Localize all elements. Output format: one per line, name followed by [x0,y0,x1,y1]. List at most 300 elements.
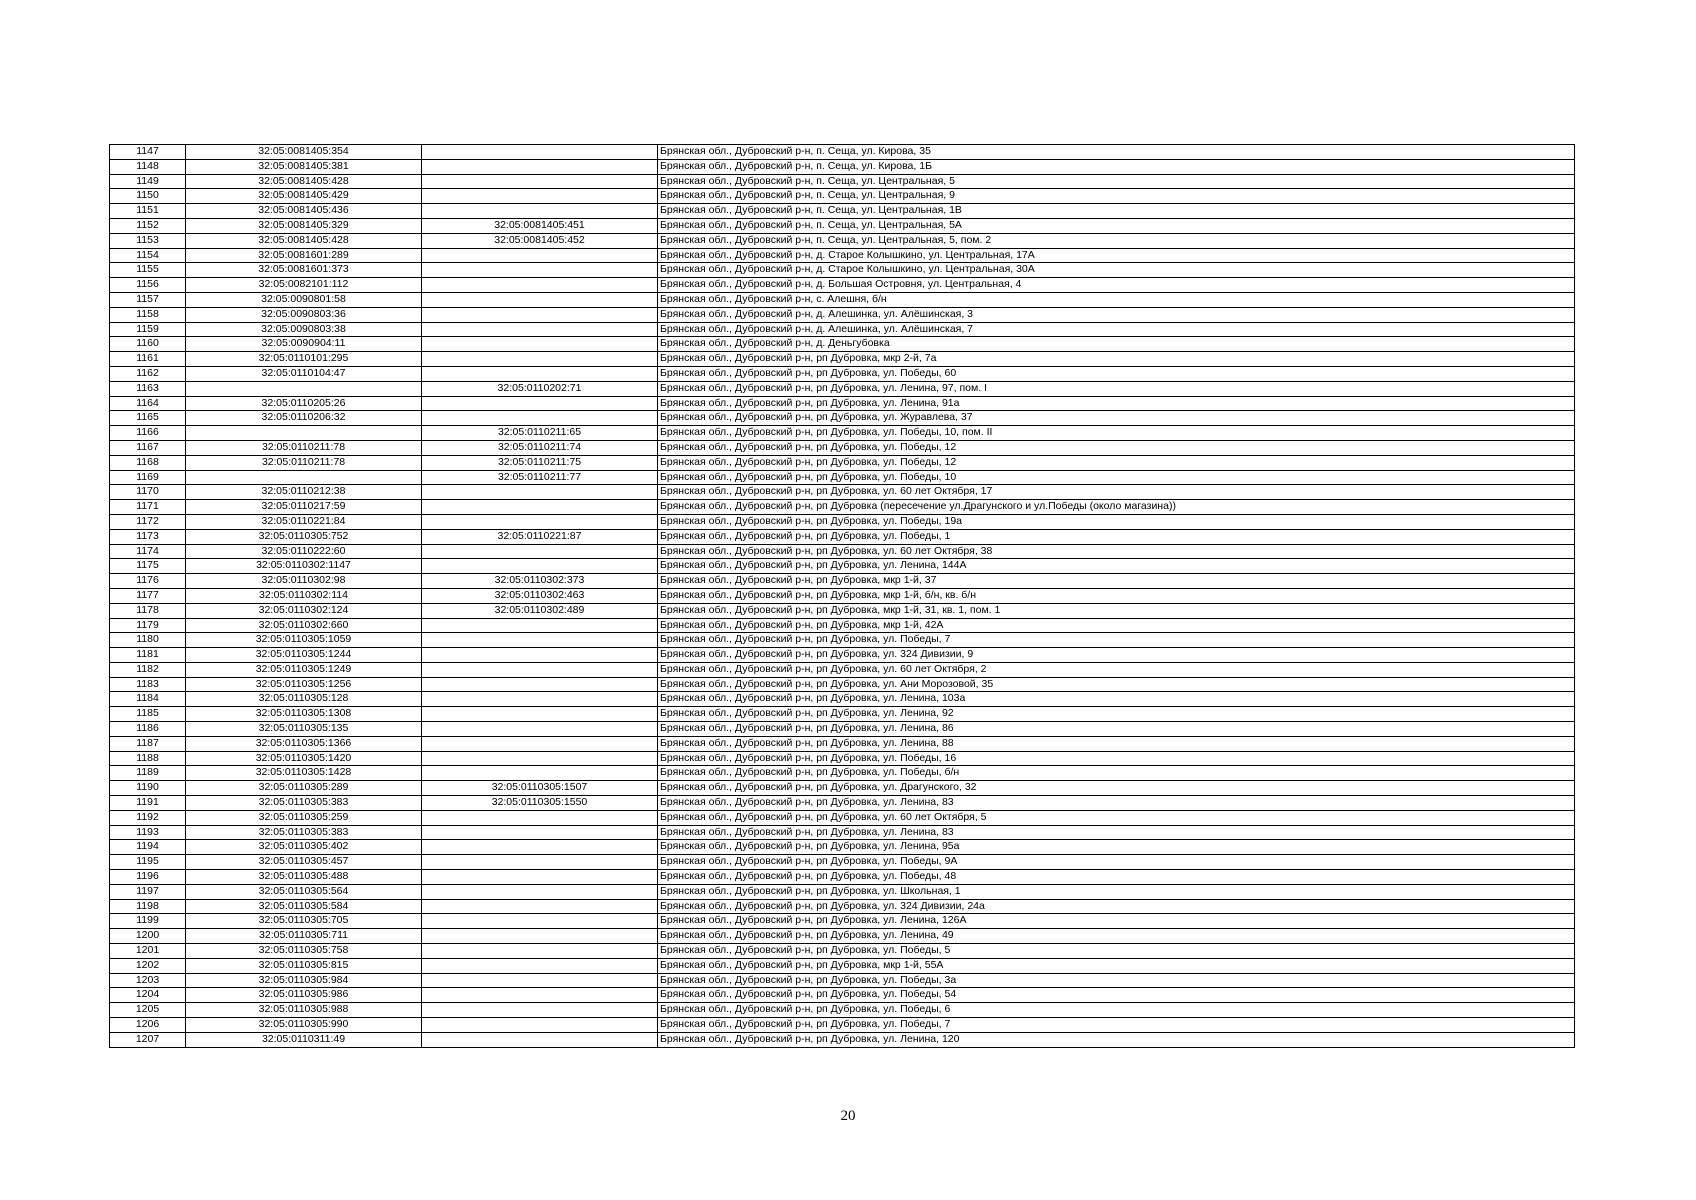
row-number-cell: 1152 [110,218,186,233]
address-cell: Брянская обл., Дубровский р-н, рп Дубровка, ул. Ленина, 88 [658,736,1575,751]
table-row [110,1003,1575,1018]
table-row [110,588,1575,603]
address-cell: Брянская обл., Дубровский р-н, рп Дубровка, ул. Журавлева, 37 [658,411,1575,426]
related-cadastral-number-cell [422,307,658,322]
related-cadastral-number-cell [422,810,658,825]
table-row [110,485,1575,500]
cadastral-number-cell [186,381,422,396]
cadastral-number-cell: 32:05:0110305:752 [186,529,422,544]
table-row [110,736,1575,751]
table-row [110,263,1575,278]
related-cadastral-number-cell [422,648,658,663]
table-row [110,603,1575,618]
table-row [110,722,1575,737]
related-cadastral-number-cell: 32:05:0081405:452 [422,233,658,248]
row-number-cell: 1153 [110,233,186,248]
related-cadastral-number-cell [422,855,658,870]
row-number-cell: 1193 [110,825,186,840]
address-cell: Брянская обл., Дубровский р-н, рп Дубровка, ул. Победы, 7 [658,633,1575,648]
address-cell: Брянская обл., Дубровский р-н, рп Дубровка, ул. Ленина, 120 [658,1032,1575,1047]
related-cadastral-number-cell: 32:05:0081405:451 [422,218,658,233]
table-row [110,218,1575,233]
cadastral-number-cell: 32:05:0090803:38 [186,322,422,337]
address-cell: Брянская обл., Дубровский р-н, рп Дубровка, ул. Победы, 16 [658,751,1575,766]
related-cadastral-number-cell [422,396,658,411]
address-cell: Брянская обл., Дубровский р-н, рп Дубровка, ул. Ленина, 86 [658,722,1575,737]
table-row [110,470,1575,485]
cadastral-number-cell: 32:05:0081405:429 [186,189,422,204]
row-number-cell: 1159 [110,322,186,337]
related-cadastral-number-cell [422,662,658,677]
row-number-cell: 1200 [110,929,186,944]
related-cadastral-number-cell [422,692,658,707]
table-row [110,352,1575,367]
cadastral-number-cell: 32:05:0110305:711 [186,929,422,944]
table-row [110,692,1575,707]
address-cell: Брянская обл., Дубровский р-н, рп Дубровка, ул. 324 Дивизии, 24а [658,899,1575,914]
cadastral-number-cell: 32:05:0110305:758 [186,944,422,959]
table-row [110,440,1575,455]
cadastral-number-cell: 32:05:0081405:428 [186,174,422,189]
table-row [110,766,1575,781]
row-number-cell: 1185 [110,707,186,722]
cadastral-number-cell: 32:05:0090801:58 [186,292,422,307]
related-cadastral-number-cell [422,544,658,559]
related-cadastral-number-cell [422,145,658,160]
address-cell: Брянская обл., Дубровский р-н, п. Сеща, ул. Центральная, 1В [658,204,1575,219]
address-cell: Брянская обл., Дубровский р-н, рп Дубровка (пересечение ул.Драгунского и ул.Победы (около магазина)) [658,500,1575,515]
table-row [110,633,1575,648]
address-cell: Брянская обл., Дубровский р-н, п. Сеща, ул. Кирова, 35 [658,145,1575,160]
address-cell: Брянская обл., Дубровский р-н, рп Дубровка, ул. Школьная, 1 [658,884,1575,899]
address-cell: Брянская обл., Дубровский р-н, рп Дубровка, ул. Ани Морозовой, 35 [658,677,1575,692]
address-cell: Брянская обл., Дубровский р-н, п. Сеща, ул. Центральная, 5 [658,174,1575,189]
address-cell: Брянская обл., Дубровский р-н, рп Дубровка, мкр 2-й, 7а [658,352,1575,367]
cadastral-number-cell: 32:05:0110305:564 [186,884,422,899]
row-number-cell: 1206 [110,1018,186,1033]
row-number-cell: 1175 [110,559,186,574]
address-cell: Брянская обл., Дубровский р-н, д. Алешинка, ул. Алёшинская, 7 [658,322,1575,337]
address-cell: Брянская обл., Дубровский р-н, рп Дубровка, ул. 60 лет Октября, 2 [658,662,1575,677]
cadastral-number-cell: 32:05:0110305:488 [186,870,422,885]
cadastral-number-cell: 32:05:0110222:60 [186,544,422,559]
row-number-cell: 1148 [110,159,186,174]
table-row [110,988,1575,1003]
row-number-cell: 1155 [110,263,186,278]
row-number-cell: 1172 [110,514,186,529]
related-cadastral-number-cell [422,366,658,381]
row-number-cell: 1196 [110,870,186,885]
related-cadastral-number-cell [422,618,658,633]
address-cell: Брянская обл., Дубровский р-н, рп Дубровка, ул. Победы, 48 [658,870,1575,885]
related-cadastral-number-cell [422,722,658,737]
table-row [110,870,1575,885]
row-number-cell: 1174 [110,544,186,559]
address-cell: Брянская обл., Дубровский р-н, рп Дубровка, ул. 324 Дивизии, 9 [658,648,1575,663]
table-row [110,855,1575,870]
row-number-cell: 1171 [110,500,186,515]
row-number-cell: 1195 [110,855,186,870]
related-cadastral-number-cell [422,292,658,307]
row-number-cell: 1192 [110,810,186,825]
related-cadastral-number-cell [422,174,658,189]
address-cell: Брянская обл., Дубровский р-н, рп Дубровка, ул. Ленина, 92 [658,707,1575,722]
cadastral-number-cell: 32:05:0110305:984 [186,973,422,988]
table-row [110,559,1575,574]
address-cell: Брянская обл., Дубровский р-н, д. Алешинка, ул. Алёшинская, 3 [658,307,1575,322]
cadastral-number-cell [186,426,422,441]
address-cell: Брянская обл., Дубровский р-н, рп Дубровка, мкр 1-й, 37 [658,574,1575,589]
related-cadastral-number-cell [422,411,658,426]
table-row [110,159,1575,174]
row-number-cell: 1179 [110,618,186,633]
address-cell: Брянская обл., Дубровский р-н, д. Деньгубовка [658,337,1575,352]
related-cadastral-number-cell [422,1003,658,1018]
related-cadastral-number-cell [422,559,658,574]
row-number-cell: 1186 [110,722,186,737]
related-cadastral-number-cell [422,884,658,899]
address-cell: Брянская обл., Дубровский р-н, рп Дубровка, ул. Ленина, 97, пом. I [658,381,1575,396]
table-row [110,810,1575,825]
row-number-cell: 1187 [110,736,186,751]
cadastral-number-cell: 32:05:0110302:660 [186,618,422,633]
row-number-cell: 1181 [110,648,186,663]
table-row [110,145,1575,160]
related-cadastral-number-cell [422,352,658,367]
address-cell: Брянская обл., Дубровский р-н, рп Дубровка, ул. Победы, 6 [658,1003,1575,1018]
cadastral-number-cell: 32:05:0110305:128 [186,692,422,707]
table-row [110,662,1575,677]
row-number-cell: 1156 [110,278,186,293]
table-row [110,307,1575,322]
cadastral-number-cell: 32:05:0110305:584 [186,899,422,914]
table-row [110,544,1575,559]
cadastral-number-cell: 32:05:0110205:26 [186,396,422,411]
related-cadastral-number-cell [422,840,658,855]
cadastral-number-cell: 32:05:0110305:1059 [186,633,422,648]
cadastral-number-cell: 32:05:0110104:47 [186,366,422,381]
address-cell: Брянская обл., Дубровский р-н, рп Дубровка, ул. Победы, 3а [658,973,1575,988]
address-cell: Брянская обл., Дубровский р-н, рп Дубровка, ул. Ленина, 126А [658,914,1575,929]
related-cadastral-number-cell: 32:05:0110305:1507 [422,781,658,796]
address-cell: Брянская обл., Дубровский р-н, рп Дубровка, мкр 1-й, 55А [658,958,1575,973]
related-cadastral-number-cell [422,189,658,204]
cadastral-number-cell: 32:05:0110305:986 [186,988,422,1003]
related-cadastral-number-cell: 32:05:0110305:1550 [422,796,658,811]
cadastral-number-cell: 32:05:0110305:289 [186,781,422,796]
related-cadastral-number-cell: 32:05:0110221:87 [422,529,658,544]
related-cadastral-number-cell [422,870,658,885]
cadastral-number-cell: 32:05:0110206:32 [186,411,422,426]
address-cell: Брянская обл., Дубровский р-н, рп Дубровка, ул. 60 лет Октября, 5 [658,810,1575,825]
address-cell: Брянская обл., Дубровский р-н, рп Дубровка, ул. Драгунского, 32 [658,781,1575,796]
row-number-cell: 1164 [110,396,186,411]
address-cell: Брянская обл., Дубровский р-н, п. Сеща, ул. Центральная, 5А [658,218,1575,233]
table-row [110,514,1575,529]
address-cell: Брянская обл., Дубровский р-н, рп Дубровка, ул. Ленина, 83 [658,796,1575,811]
cadastral-number-cell: 32:05:0110217:59 [186,500,422,515]
row-number-cell: 1189 [110,766,186,781]
cadastral-number-cell: 32:05:0110211:78 [186,440,422,455]
related-cadastral-number-cell: 32:05:0110211:75 [422,455,658,470]
table-row [110,929,1575,944]
cadastral-number-cell: 32:05:0110305:402 [186,840,422,855]
table-row [110,958,1575,973]
related-cadastral-number-cell [422,988,658,1003]
table-row [110,618,1575,633]
table-row [110,233,1575,248]
row-number-cell: 1204 [110,988,186,1003]
address-cell: Брянская обл., Дубровский р-н, рп Дубровка, ул. Ленина, 49 [658,929,1575,944]
address-cell: Брянская обл., Дубровский р-н, рп Дубровка, ул. Ленина, 144А [658,559,1575,574]
cadastral-number-cell: 32:05:0110302:124 [186,603,422,618]
related-cadastral-number-cell [422,736,658,751]
cadastral-number-cell: 32:05:0110305:705 [186,914,422,929]
cadastral-number-cell: 32:05:0110305:990 [186,1018,422,1033]
cadastral-number-cell: 32:05:0081601:289 [186,248,422,263]
table-row [110,1032,1575,1047]
cadastral-number-cell: 32:05:0081601:373 [186,263,422,278]
row-number-cell: 1167 [110,440,186,455]
table-row [110,455,1575,470]
address-cell: Брянская обл., Дубровский р-н, с. Алешня, б/н [658,292,1575,307]
address-cell: Брянская обл., Дубровский р-н, рп Дубровка, ул. Ленина, 91а [658,396,1575,411]
table-row [110,796,1575,811]
table-row [110,174,1575,189]
address-cell: Брянская обл., Дубровский р-н, рп Дубровка, мкр 1-й, б/н, кв. б/н [658,588,1575,603]
related-cadastral-number-cell [422,914,658,929]
address-cell: Брянская обл., Дубровский р-н, д. Большая Островня, ул. Центральная, 4 [658,278,1575,293]
address-cell: Брянская обл., Дубровский р-н, рп Дубровка, ул. Победы, б/н [658,766,1575,781]
row-number-cell: 1178 [110,603,186,618]
cadastral-number-cell: 32:05:0110305:1249 [186,662,422,677]
row-number-cell: 1169 [110,470,186,485]
address-cell: Брянская обл., Дубровский р-н, рп Дубровка, мкр 1-й, 31, кв. 1, пом. 1 [658,603,1575,618]
cadastral-number-cell: 32:05:0090803:36 [186,307,422,322]
cadastral-number-cell: 32:05:0110101:295 [186,352,422,367]
address-cell: Брянская обл., Дубровский р-н, п. Сеща, ул. Центральная, 9 [658,189,1575,204]
address-cell: Брянская обл., Дубровский р-н, рп Дубровка, ул. Победы, 12 [658,440,1575,455]
row-number-cell: 1194 [110,840,186,855]
row-number-cell: 1161 [110,352,186,367]
table-row [110,781,1575,796]
row-number-cell: 1157 [110,292,186,307]
address-cell: Брянская обл., Дубровский р-н, рп Дубровка, мкр 1-й, 42А [658,618,1575,633]
cadastral-number-cell: 32:05:0081405:354 [186,145,422,160]
table-row [110,707,1575,722]
table-row [110,426,1575,441]
cadastral-number-cell: 32:05:0110305:383 [186,796,422,811]
related-cadastral-number-cell [422,899,658,914]
row-number-cell: 1202 [110,958,186,973]
related-cadastral-number-cell [422,1018,658,1033]
address-cell: Брянская обл., Дубровский р-н, рп Дубровка, ул. Победы, 7 [658,1018,1575,1033]
address-cell: Брянская обл., Дубровский р-н, рп Дубровка, ул. Победы, 10 [658,470,1575,485]
related-cadastral-number-cell: 32:05:0110211:65 [422,426,658,441]
related-cadastral-number-cell [422,633,658,648]
registry-table-body [110,145,1575,1048]
cadastral-number-cell: 32:05:0110302:1147 [186,559,422,574]
cadastral-number-cell: 32:05:0110305:1366 [186,736,422,751]
related-cadastral-number-cell [422,929,658,944]
table-row [110,677,1575,692]
row-number-cell: 1162 [110,366,186,381]
row-number-cell: 1170 [110,485,186,500]
cadastral-number-cell: 32:05:0110305:1420 [186,751,422,766]
cadastral-number-cell: 32:05:0081405:436 [186,204,422,219]
address-cell: Брянская обл., Дубровский р-н, рп Дубровка, ул. Победы, 9А [658,855,1575,870]
row-number-cell: 1205 [110,1003,186,1018]
cadastral-number-cell: 32:05:0110305:383 [186,825,422,840]
address-cell: Брянская обл., Дубровский р-н, рп Дубровка, ул. Ленина, 83 [658,825,1575,840]
table-row [110,278,1575,293]
related-cadastral-number-cell: 32:05:0110211:77 [422,470,658,485]
cadastral-number-cell: 32:05:0110302:98 [186,574,422,589]
cadastral-number-cell: 32:05:0110305:1256 [186,677,422,692]
row-number-cell: 1149 [110,174,186,189]
address-cell: Брянская обл., Дубровский р-н, рп Дубровка, ул. Победы, 10, пом. II [658,426,1575,441]
row-number-cell: 1191 [110,796,186,811]
related-cadastral-number-cell [422,263,658,278]
row-number-cell: 1183 [110,677,186,692]
table-row [110,574,1575,589]
related-cadastral-number-cell [422,944,658,959]
row-number-cell: 1184 [110,692,186,707]
table-row [110,248,1575,263]
row-number-cell: 1158 [110,307,186,322]
related-cadastral-number-cell [422,677,658,692]
table-row [110,840,1575,855]
cadastral-number-cell: 32:05:0110302:114 [186,588,422,603]
related-cadastral-number-cell [422,751,658,766]
cadastral-number-cell: 32:05:0110305:1244 [186,648,422,663]
related-cadastral-number-cell [422,514,658,529]
related-cadastral-number-cell: 32:05:0110202:71 [422,381,658,396]
related-cadastral-number-cell [422,278,658,293]
cadastral-number-cell: 32:05:0081405:428 [186,233,422,248]
table-row [110,500,1575,515]
row-number-cell: 1177 [110,588,186,603]
row-number-cell: 1163 [110,381,186,396]
row-number-cell: 1176 [110,574,186,589]
table-row [110,529,1575,544]
related-cadastral-number-cell [422,707,658,722]
cadastral-number-cell: 32:05:0110211:78 [186,455,422,470]
cadastral-number-cell: 32:05:0110221:84 [186,514,422,529]
cadastral-number-cell: 32:05:0110305:1428 [186,766,422,781]
table-row [110,396,1575,411]
address-cell: Брянская обл., Дубровский р-н, рп Дубровка, ул. Победы, 54 [658,988,1575,1003]
row-number-cell: 1168 [110,455,186,470]
cadastral-number-cell: 32:05:0081405:329 [186,218,422,233]
cadastral-number-cell: 32:05:0110305:259 [186,810,422,825]
table-row [110,899,1575,914]
row-number-cell: 1150 [110,189,186,204]
related-cadastral-number-cell [422,973,658,988]
row-number-cell: 1190 [110,781,186,796]
table-row [110,411,1575,426]
table-row [110,648,1575,663]
related-cadastral-number-cell [422,248,658,263]
row-number-cell: 1203 [110,973,186,988]
address-cell: Брянская обл., Дубровский р-н, рп Дубровка, ул. Победы, 1 [658,529,1575,544]
cadastral-number-cell: 32:05:0081405:381 [186,159,422,174]
address-cell: Брянская обл., Дубровский р-н, рп Дубровка, ул. Ленина, 103а [658,692,1575,707]
related-cadastral-number-cell [422,766,658,781]
table-row [110,292,1575,307]
page-number: 20 [840,1108,856,1124]
cadastral-number-cell: 32:05:0110305:1308 [186,707,422,722]
row-number-cell: 1165 [110,411,186,426]
related-cadastral-number-cell [422,825,658,840]
cadastral-number-cell: 32:05:0090904:11 [186,337,422,352]
related-cadastral-number-cell [422,1032,658,1047]
address-cell: Брянская обл., Дубровский р-н, рп Дубровка, ул. 60 лет Октября, 38 [658,544,1575,559]
related-cadastral-number-cell: 32:05:0110302:489 [422,603,658,618]
row-number-cell: 1201 [110,944,186,959]
address-cell: Брянская обл., Дубровский р-н, п. Сеща, ул. Центральная, 5, пом. 2 [658,233,1575,248]
table-row [110,825,1575,840]
related-cadastral-number-cell [422,337,658,352]
address-cell: Брянская обл., Дубровский р-н, п. Сеща, ул. Кирова, 1Б [658,159,1575,174]
row-number-cell: 1180 [110,633,186,648]
row-number-cell: 1197 [110,884,186,899]
address-cell: Брянская обл., Дубровский р-н, рп Дубровка, ул. Победы, 19а [658,514,1575,529]
related-cadastral-number-cell [422,322,658,337]
row-number-cell: 1198 [110,899,186,914]
related-cadastral-number-cell [422,159,658,174]
table-row [110,973,1575,988]
table-row [110,322,1575,337]
address-cell: Брянская обл., Дубровский р-н, рп Дубровка, ул. Победы, 12 [658,455,1575,470]
cadastral-number-cell [186,470,422,485]
table-row [110,884,1575,899]
cadastral-number-cell: 32:05:0082101:112 [186,278,422,293]
table-row [110,189,1575,204]
row-number-cell: 1199 [110,914,186,929]
address-cell: Брянская обл., Дубровский р-н, рп Дубровка, ул. Ленина, 95а [658,840,1575,855]
address-cell: Брянская обл., Дубровский р-н, д. Старое Колышкино, ул. Центральная, 17А [658,248,1575,263]
address-cell: Брянская обл., Дубровский р-н, рп Дубровка, ул. Победы, 60 [658,366,1575,381]
row-number-cell: 1147 [110,145,186,160]
related-cadastral-number-cell [422,958,658,973]
related-cadastral-number-cell [422,500,658,515]
row-number-cell: 1207 [110,1032,186,1047]
related-cadastral-number-cell [422,485,658,500]
address-cell: Брянская обл., Дубровский р-н, рп Дубровка, ул. Победы, 5 [658,944,1575,959]
row-number-cell: 1166 [110,426,186,441]
row-number-cell: 1151 [110,204,186,219]
table-row [110,204,1575,219]
table-row [110,381,1575,396]
cadastral-number-cell: 32:05:0110305:815 [186,958,422,973]
address-cell: Брянская обл., Дубровский р-н, д. Старое Колышкино, ул. Центральная, 30А [658,263,1575,278]
cadastral-number-cell: 32:05:0110305:135 [186,722,422,737]
table-row [110,914,1575,929]
related-cadastral-number-cell: 32:05:0110211:74 [422,440,658,455]
table-row [110,1018,1575,1033]
cadastral-number-cell: 32:05:0110305:988 [186,1003,422,1018]
cadastral-number-cell: 32:05:0110311:49 [186,1032,422,1047]
table-row [110,366,1575,381]
property-registry-table [109,144,1575,1048]
related-cadastral-number-cell: 32:05:0110302:373 [422,574,658,589]
address-cell: Брянская обл., Дубровский р-н, рп Дубровка, ул. 60 лет Октября, 17 [658,485,1575,500]
table-row [110,944,1575,959]
row-number-cell: 1188 [110,751,186,766]
related-cadastral-number-cell: 32:05:0110302:463 [422,588,658,603]
related-cadastral-number-cell [422,204,658,219]
